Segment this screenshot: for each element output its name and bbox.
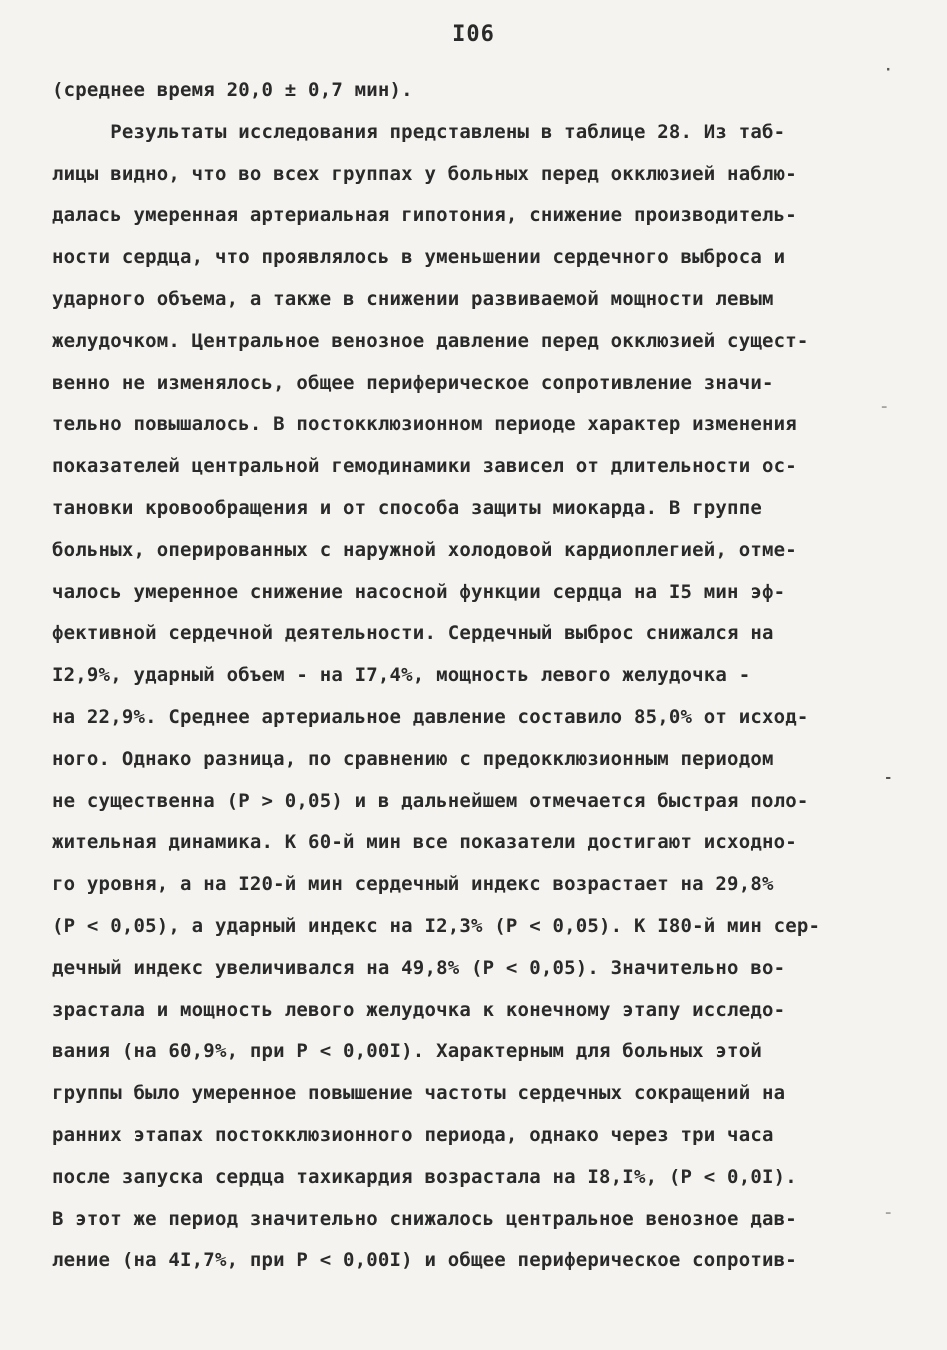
- text-line: не существенна (P > 0,05) и в дальнейшем отмечается быстрая поло-: [52, 789, 809, 812]
- page-number: I06: [452, 22, 495, 47]
- text-line: после запуска сердца тахикардия возрастала на I8,I%, (P < 0,0I).: [52, 1165, 797, 1188]
- margin-mark-1: ·: [884, 62, 893, 78]
- text-line: чалось умеренное снижение насосной функции сердца на I5 мин эф-: [52, 580, 786, 603]
- text-line: ранних этапах постокклюзионного периода, однако через три часа: [52, 1123, 774, 1146]
- text-line: вания (на 60,9%, при P < 0,00I). Характерным для больных этой: [52, 1040, 762, 1063]
- margin-mark-2: ⁻: [880, 402, 889, 418]
- text-line: лицы видно, что во всех группах у больных перед окклюзией наблю-: [52, 162, 797, 185]
- margin-mark-4: ⁻: [884, 1208, 893, 1224]
- text-line: дечный индекс увеличивался на 49,8% (P < 0,05). Значительно во-: [52, 956, 786, 979]
- text-line: желудочком. Центральное венозное давление перед окклюзией сущест-: [52, 329, 809, 352]
- text-line: ление (на 4I,7%, при P < 0,00I) и общее периферическое сопротив-: [52, 1249, 797, 1272]
- text-line: Результаты исследования представлены в таблице 28. Из таб-: [52, 120, 786, 143]
- text-line: жительная динамика. К 60-й мин все показатели достигают исходно-: [52, 831, 797, 854]
- text-line: В этот же период значительно снижалось центральное венозное дав-: [52, 1207, 797, 1230]
- text-line: группы было умеренное повышение частоты сердечных сокращений на: [52, 1082, 786, 1105]
- margin-mark-3: ‐: [884, 770, 893, 786]
- text-line: тельно повышалось. В постокклюзионном периоде характер изменения: [52, 413, 797, 436]
- text-line: фективной сердечной деятельности. Сердечный выброс снижался на: [52, 622, 774, 645]
- text-line: венно не изменялось, общее периферическое сопротивление значи-: [52, 371, 774, 394]
- text-line: далась умеренная артериальная гипотония, снижение производитель-: [52, 204, 797, 227]
- text-line: на 22,9%. Среднее артериальное давление составило 85,0% от исход-: [52, 705, 809, 728]
- text-line: (P < 0,05), а ударный индекс на I2,3% (P < 0,05). К I80-й мин сер-: [52, 914, 821, 937]
- text-line: тановки кровообращения и от способа защиты миокарда. В группе: [52, 496, 762, 519]
- text-line: (среднее время 20,0 ± 0,7 мин).: [52, 79, 413, 101]
- text-line: ности сердца, что проявлялось в уменьшении сердечного выброса и: [52, 246, 786, 269]
- text-line: ного. Однако разница, по сравнению с предокклюзионным периодом: [52, 747, 774, 770]
- text-line: показателей центральной гемодинамики зависел от длительности ос-: [52, 455, 797, 478]
- text-line: больных, оперированных с наружной холодовой кардиоплегией, отме-: [52, 538, 797, 561]
- text-line: го уровня, а на I20-й мин сердечный индекс возрастает на 29,8%: [52, 873, 774, 896]
- body-text: [52, 70, 882, 1282]
- text-line: I2,9%, ударный объем - на I7,4%, мощность левого желудочка -: [52, 664, 751, 687]
- text-line: ударного объема, а также в снижении развиваемой мощности левым: [52, 287, 774, 310]
- text-line: зрастала и мощность левого желудочка к конечному этапу исследо-: [52, 998, 786, 1021]
